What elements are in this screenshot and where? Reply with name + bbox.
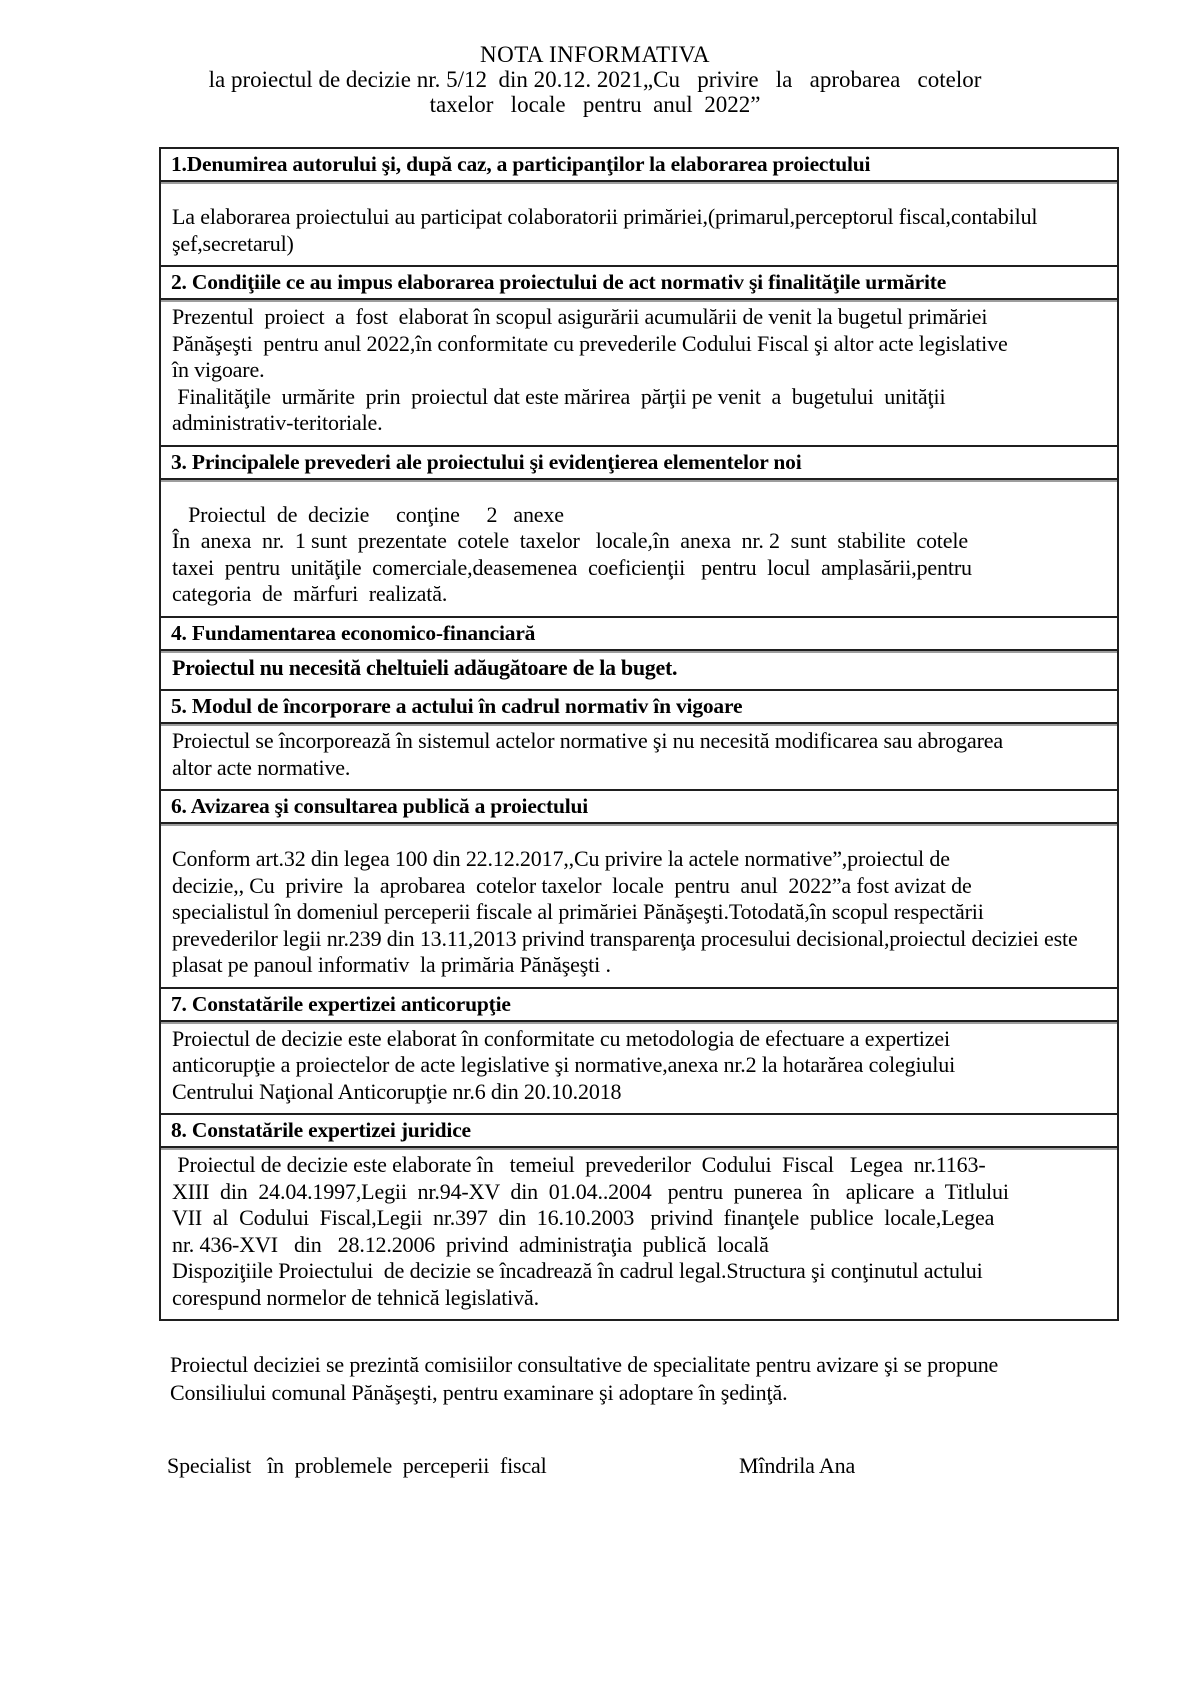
closing-line: Proiectul deciziei se prezintă comisiilor consultative de specialitate pentru avizare şi se propune	[170, 1352, 999, 1377]
body-line: VII al Codului Fiscal,Legii nr.397 din 16.10.2003 privind finanţele publice locale,Legea	[172, 1205, 995, 1230]
section-3-heading: 3. Principalele prevederi ale proiectului şi evidenţierea elementelor noi	[161, 445, 1117, 480]
title-line-1: NOTA INFORMATIVA	[479, 42, 710, 67]
body-line: nr. 436-XVI din 28.12.2006 privind administraţia publică locală	[172, 1231, 769, 1257]
body-line: decizie,, Cu privire la aprobarea cotelor taxelor locale pentru anul 2022”a fost avizat de	[172, 872, 972, 898]
document-title	[0, 0, 1190, 117]
body-line: Prezentul proiect a fost elaborat în scopul asigurării acumulării de venit la bugetul primăriei	[172, 304, 988, 329]
signature-row	[159, 1453, 1190, 1479]
body-line: în vigoare.	[172, 357, 265, 382]
body-line: prevederilor legii nr.239 din 13.11,2013 privind transparenţa procesului decisional,proiectul deciziei este	[172, 925, 1078, 951]
body-line: Finalităţile urmărite prin proiectul dat este mărirea părţii pe venit a bugetului unităţii	[172, 383, 946, 409]
section-8-body	[161, 1148, 1117, 1319]
title-line-3: taxelor locale pentru anul 2022”	[429, 92, 761, 117]
section-1-body	[161, 182, 1117, 265]
section-4-heading: 4. Fundamentarea economico-financiară	[161, 616, 1117, 651]
body-line: XIII din 24.04.1997,Legii nr.94-XV din 01.04..2004 pentru punerea în aplicare a Titlului	[172, 1178, 1009, 1204]
section-1-heading: 1.Denumirea autorului şi, după caz, a participanţilor la elaborarea proiectului	[161, 147, 1117, 182]
body-line: Proiectul nu necesită cheltuieli adăugătoare de la buget.	[172, 654, 678, 680]
body-line: Proiectul de decizie este elaborat în conformitate cu metodologia de efectuare a expertizei	[172, 1025, 950, 1051]
body-line: Proiectul se încorporează în sistemul actelor normative şi nu necesită modificarea sau abrogarea	[172, 728, 1004, 753]
body-line: În anexa nr. 1 sunt prezentate cotele taxelor locale,în anexa nr. 2 sunt stabilite cotele	[172, 528, 968, 553]
closing-paragraph	[159, 1351, 1119, 1407]
body-line: Conform art.32 din legea 100 din 22.12.2017,,Cu privire la actele normative”,proiectul de	[172, 846, 950, 871]
section-6-body	[161, 824, 1117, 987]
section-6-heading: 6. Avizarea şi consultarea publică a proiectului	[161, 789, 1117, 824]
body-line: categoria de mărfuri realizată.	[172, 581, 448, 606]
closing-line: Consiliului comunal Pănăşeşti, pentru examinare şi adoptare în şedinţă.	[170, 1380, 788, 1405]
body-line: altor acte normative.	[172, 754, 351, 780]
body-line: plasat pe panoul informativ la primăria Pănăşeşti .	[172, 952, 611, 977]
body-line: corespund normelor de tehnică legislativă.	[172, 1284, 539, 1310]
body-line: La elaborarea proiectului au participat colaboratorii primăriei,(primarul,perceptorul fiscal,contabilul	[172, 204, 1038, 229]
body-line: Pănăşeşti pentru anul 2022,în conformitate cu prevederile Codului Fiscal şi altor acte legislative	[172, 330, 1008, 356]
body-line: Dispoziţiile Proiectului de decizie se încadrează în cadrul legal.Structura şi conţinutul actului	[172, 1258, 983, 1283]
body-line: anticorupţie a proiectelor de acte legislative şi normative,anexa nr.2 la hotarărea colegiului	[172, 1052, 956, 1077]
section-2-heading: 2. Condiţiile ce au impus elaborarea proiectului de act normativ şi finalităţile urmărite	[161, 265, 1117, 300]
body-line: Centrului Naţional Anticorupţie nr.6 din 20.10.2018	[172, 1078, 622, 1104]
signature-name: Mîndrila Ana	[739, 1453, 856, 1478]
section-5-body	[161, 724, 1117, 789]
section-5-heading: 5. Modul de încorporare a actului în cadrul normativ în vigoare	[161, 689, 1117, 724]
section-4-body	[161, 651, 1117, 690]
body-line: specialistul în domeniul perceperii fiscale al primăriei Pănăşeşti.Totodată,în scopul respectării	[172, 899, 984, 924]
section-2-body	[161, 300, 1117, 445]
body-line: şef,secretarul)	[172, 230, 294, 256]
section-7-heading: 7. Constatările expertizei anticorupţie	[161, 987, 1117, 1022]
signature-role: Specialist în problemele perceperii fiscal	[167, 1453, 547, 1478]
section-8-heading: 8. Constatările expertizei juridice	[161, 1113, 1117, 1148]
body-line: administrativ-teritoriale.	[172, 410, 383, 435]
body-line: Proiectul de decizie este elaborate în temeiul prevederilor Codului Fiscal Legea nr.1163-	[172, 1152, 986, 1177]
nota-informativa-table	[159, 147, 1119, 1321]
title-line-2: la proiectul de decizie nr. 5/12 din 20.12. 2021„Cu privire la aprobarea cotelor	[208, 67, 982, 92]
body-line: Proiectul de decizie conţine 2 anexe	[172, 501, 564, 527]
section-3-body	[161, 480, 1117, 616]
body-line: taxei pentru unităţile comerciale,deasemenea coeficienţii pentru locul amplasării,pentru	[172, 554, 972, 580]
section-7-body	[161, 1022, 1117, 1114]
